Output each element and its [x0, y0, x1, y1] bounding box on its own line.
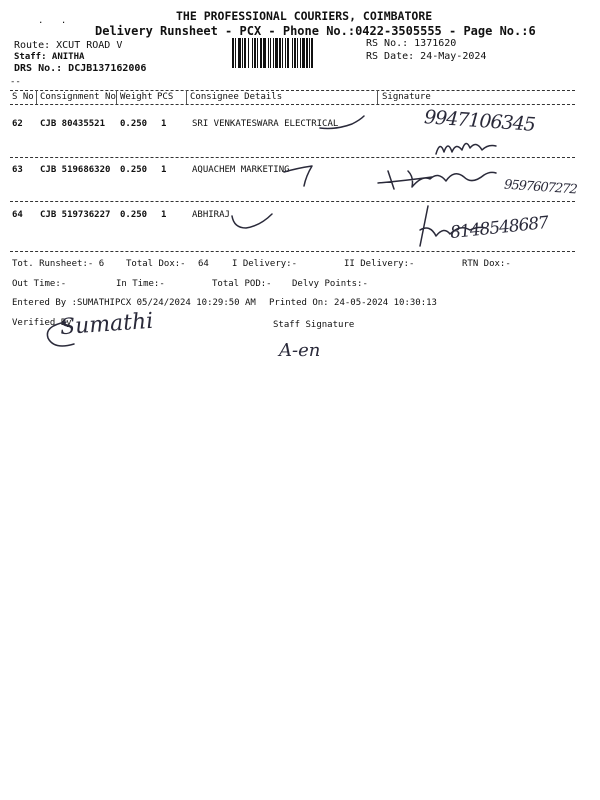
- col-divider: [186, 90, 187, 104]
- header-consignee: Consignee Details: [190, 92, 283, 102]
- staff-signature: A-en: [279, 340, 321, 361]
- total-runsheet: Tot. Runsheet:- 6: [12, 259, 105, 269]
- barcode-bar: [252, 38, 253, 68]
- barcode-bar: [287, 38, 289, 68]
- barcode-bar: [268, 38, 269, 68]
- barcode-bar: [282, 38, 283, 68]
- total-dox-value: 64: [198, 259, 209, 269]
- row-consignee: AQUACHEM MARKETING: [192, 165, 290, 175]
- page-title: Delivery Runsheet - PCX - Phone No.:0422-3505555 - Page No.:6: [95, 24, 536, 38]
- barcode-bar: [275, 38, 278, 68]
- row-sno: 63: [12, 165, 23, 175]
- barcode-bar: [248, 38, 249, 68]
- col-divider: [377, 90, 378, 104]
- handwritten-signature: [372, 163, 502, 195]
- barcode: [232, 38, 360, 72]
- row-sno: 64: [12, 210, 23, 220]
- in-time: In Time:-: [116, 279, 165, 289]
- staff-signature-label: Staff Signature: [273, 320, 355, 330]
- drs-number: DRS No.: DCJB137162006: [14, 63, 147, 74]
- row-weight: 0.250: [120, 119, 148, 129]
- barcode-bar: [235, 38, 236, 68]
- printed-on: Printed On: 24-05-2024 10:30:13: [269, 298, 437, 308]
- barcode-bar: [309, 38, 310, 68]
- handwritten-phone: 9597607272: [503, 177, 578, 198]
- rs-date: RS Date: 24-May-2024: [366, 51, 487, 62]
- barcode-bar: [302, 38, 305, 68]
- row-pcs: 1: [161, 165, 167, 175]
- barcode-bar: [285, 38, 286, 68]
- handwritten-tick: [318, 112, 368, 136]
- barcode-bar: [260, 38, 262, 68]
- barcode-bar: [270, 38, 271, 68]
- handwritten-tick: [282, 160, 322, 190]
- row-consignment: CJB 519736227: [40, 210, 111, 220]
- header-sno: S No: [12, 92, 34, 102]
- barcode-bar: [292, 38, 293, 68]
- barcode-bar: [238, 38, 241, 68]
- barcode-bar: [263, 38, 266, 68]
- header-pcs: PCS: [157, 92, 174, 102]
- barcode-bar: [273, 38, 274, 68]
- verified-signature-flourish: [40, 318, 80, 352]
- i-delivery: I Delivery:-: [232, 259, 298, 269]
- col-divider: [116, 90, 117, 104]
- header-weight: Weight: [120, 92, 153, 102]
- total-dox-label: Total Dox:-: [126, 259, 186, 269]
- row-pcs: 1: [161, 210, 167, 220]
- header-signature: Signature: [382, 92, 431, 102]
- barcode-bar: [297, 38, 298, 68]
- verified-signature: Sumathi: [59, 308, 155, 341]
- row-weight: 0.250: [120, 210, 148, 220]
- row-consignment: CJB 80435521: [40, 119, 106, 129]
- row-consignment: CJB 519686320: [40, 165, 111, 175]
- handwritten-signature: [432, 134, 502, 162]
- row-rule: [10, 201, 575, 202]
- handwritten-phone: 8148548687: [449, 212, 549, 244]
- barcode-bar: [300, 38, 301, 68]
- header-bottom-rule: [10, 104, 575, 105]
- col-divider: [36, 90, 37, 104]
- rs-number: RS No.: 1371620: [366, 38, 457, 49]
- row-pcs: 1: [161, 119, 167, 129]
- ii-delivery: II Delivery:-: [344, 259, 415, 269]
- barcode-bar: [294, 38, 296, 68]
- row-weight: 0.250: [120, 165, 148, 175]
- barcode-bar: [232, 38, 234, 68]
- table-top-rule: [10, 90, 575, 91]
- dash-mark: --: [10, 77, 21, 87]
- total-pod: Total POD:-: [212, 279, 272, 289]
- table-bottom-rule: [10, 251, 575, 252]
- rtn-dox: RTN Dox:-: [462, 259, 511, 269]
- barcode-bar: [242, 38, 243, 68]
- delvy-points: Delvy Points:-: [292, 279, 368, 289]
- route: Route: XCUT ROAD V: [14, 40, 123, 51]
- verified-by-label: Verified By: [12, 318, 72, 328]
- barcode-bar: [257, 38, 258, 68]
- handwritten-tick: [230, 206, 276, 236]
- row-consignee: SRI VENKATESWARA ELECTRICAL: [192, 119, 339, 129]
- barcode-bar: [306, 38, 308, 68]
- barcode-bar: [254, 38, 256, 68]
- barcode-bar: [244, 38, 246, 68]
- barcode-bar: [311, 38, 313, 68]
- handwritten-phone: 9947106345: [423, 106, 536, 136]
- entered-by: Entered By :SUMATHIPCX 05/24/2024 10:29:50 AM: [12, 298, 256, 308]
- row-consignee: ABHIRAJ: [192, 210, 230, 220]
- row-sno: 62: [12, 119, 23, 129]
- out-time: Out Time:-: [12, 279, 67, 289]
- barcode-bar: [279, 38, 281, 68]
- staff: Staff: ANITHA: [14, 52, 85, 62]
- header-consignment: Consignment No: [40, 92, 116, 102]
- company-name: THE PROFESSIONAL COURIERS, COIMBATORE: [176, 9, 433, 23]
- stray-marks: . .: [38, 16, 73, 26]
